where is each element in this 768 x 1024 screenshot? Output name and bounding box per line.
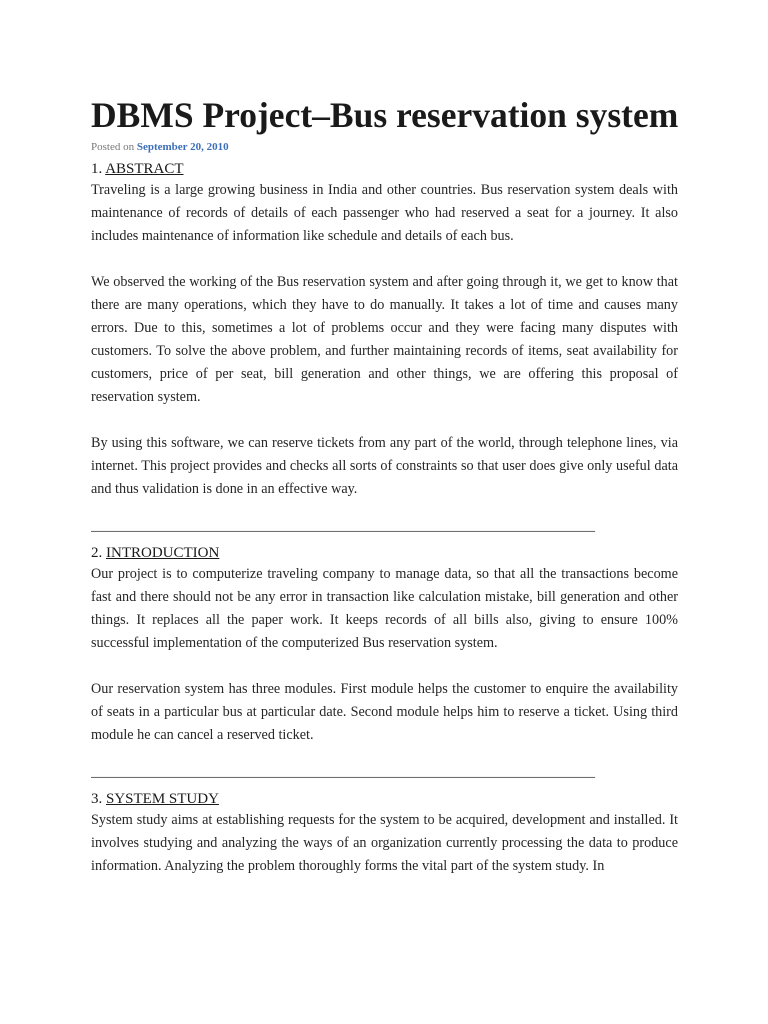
paragraph: We observed the working of the Bus reservation system and after going through it, we get to know that there are many operations, which they have to do manually. It takes a lot of time and causes many errors. Due to this, sometimes a lot of problems occur and they were facing many disputes with customers. To solve the above problem, and further maintaining records of items, seat availability for customers, price of per seat, bill generation and other things, we are offering this proposal of reservation system. [91, 274, 678, 405]
section-number: 1. [91, 161, 106, 177]
paragraph: System study aims at establishing requests for the system to be acquired, development and installed. It involves studying and analyzing the ways of an organization currently processing the data to produce information. Analyzing the problem thoroughly forms the vital part of the system study. In [91, 812, 678, 874]
section-abstract [91, 159, 678, 501]
post-meta [91, 140, 678, 154]
paragraph: Our project is to computerize traveling company to manage data, so that all the transactions become fast and there should not be any error in transaction like calculation mistake, bill generation and other things. It replaces all the paper work. It keeps records of all bills also, giving to ensure 100% successful implementation of the computerized Bus reservation system. [91, 566, 678, 651]
section-label: INTRODUCTION [106, 545, 220, 561]
paragraph: Traveling is a large growing business in India and other countries. Bus reservation system deals with maintenance of records of details of each passenger who had reserved a seat for a journey. It also includes maintenance of information like schedule and details of each bus. [91, 182, 678, 244]
page-title: DBMS Project–Bus reservation system [91, 95, 679, 135]
section-introduction [91, 543, 678, 747]
posted-date-link[interactable]: September 20, 2010 [136, 141, 229, 153]
section-heading [91, 789, 678, 809]
paragraph: Our reservation system has three modules. First module helps the customer to enquire the availability of seats in a particular bus at particular date. Second module helps him to reserve a ticket. Using third module he can cancel a reserved ticket. [91, 681, 678, 743]
section-divider: ________________________________________________________________________ [91, 519, 595, 534]
section-number: 3. [91, 791, 106, 807]
section-number: 2. [91, 545, 106, 561]
section-divider: ________________________________________________________________________ [91, 765, 595, 780]
section-label: ABSTRACT [105, 161, 184, 177]
section-system-study [91, 789, 678, 878]
posted-on-label: Posted on [91, 141, 137, 153]
section-label: SYSTEM STUDY [106, 791, 219, 807]
section-heading [91, 159, 678, 179]
paragraph: By using this software, we can reserve tickets from any part of the world, through telephone lines, via internet. This project provides and checks all sorts of constraints so that user does give only useful data and thus validation is done in an effective way. [91, 435, 678, 497]
section-heading [91, 543, 678, 563]
